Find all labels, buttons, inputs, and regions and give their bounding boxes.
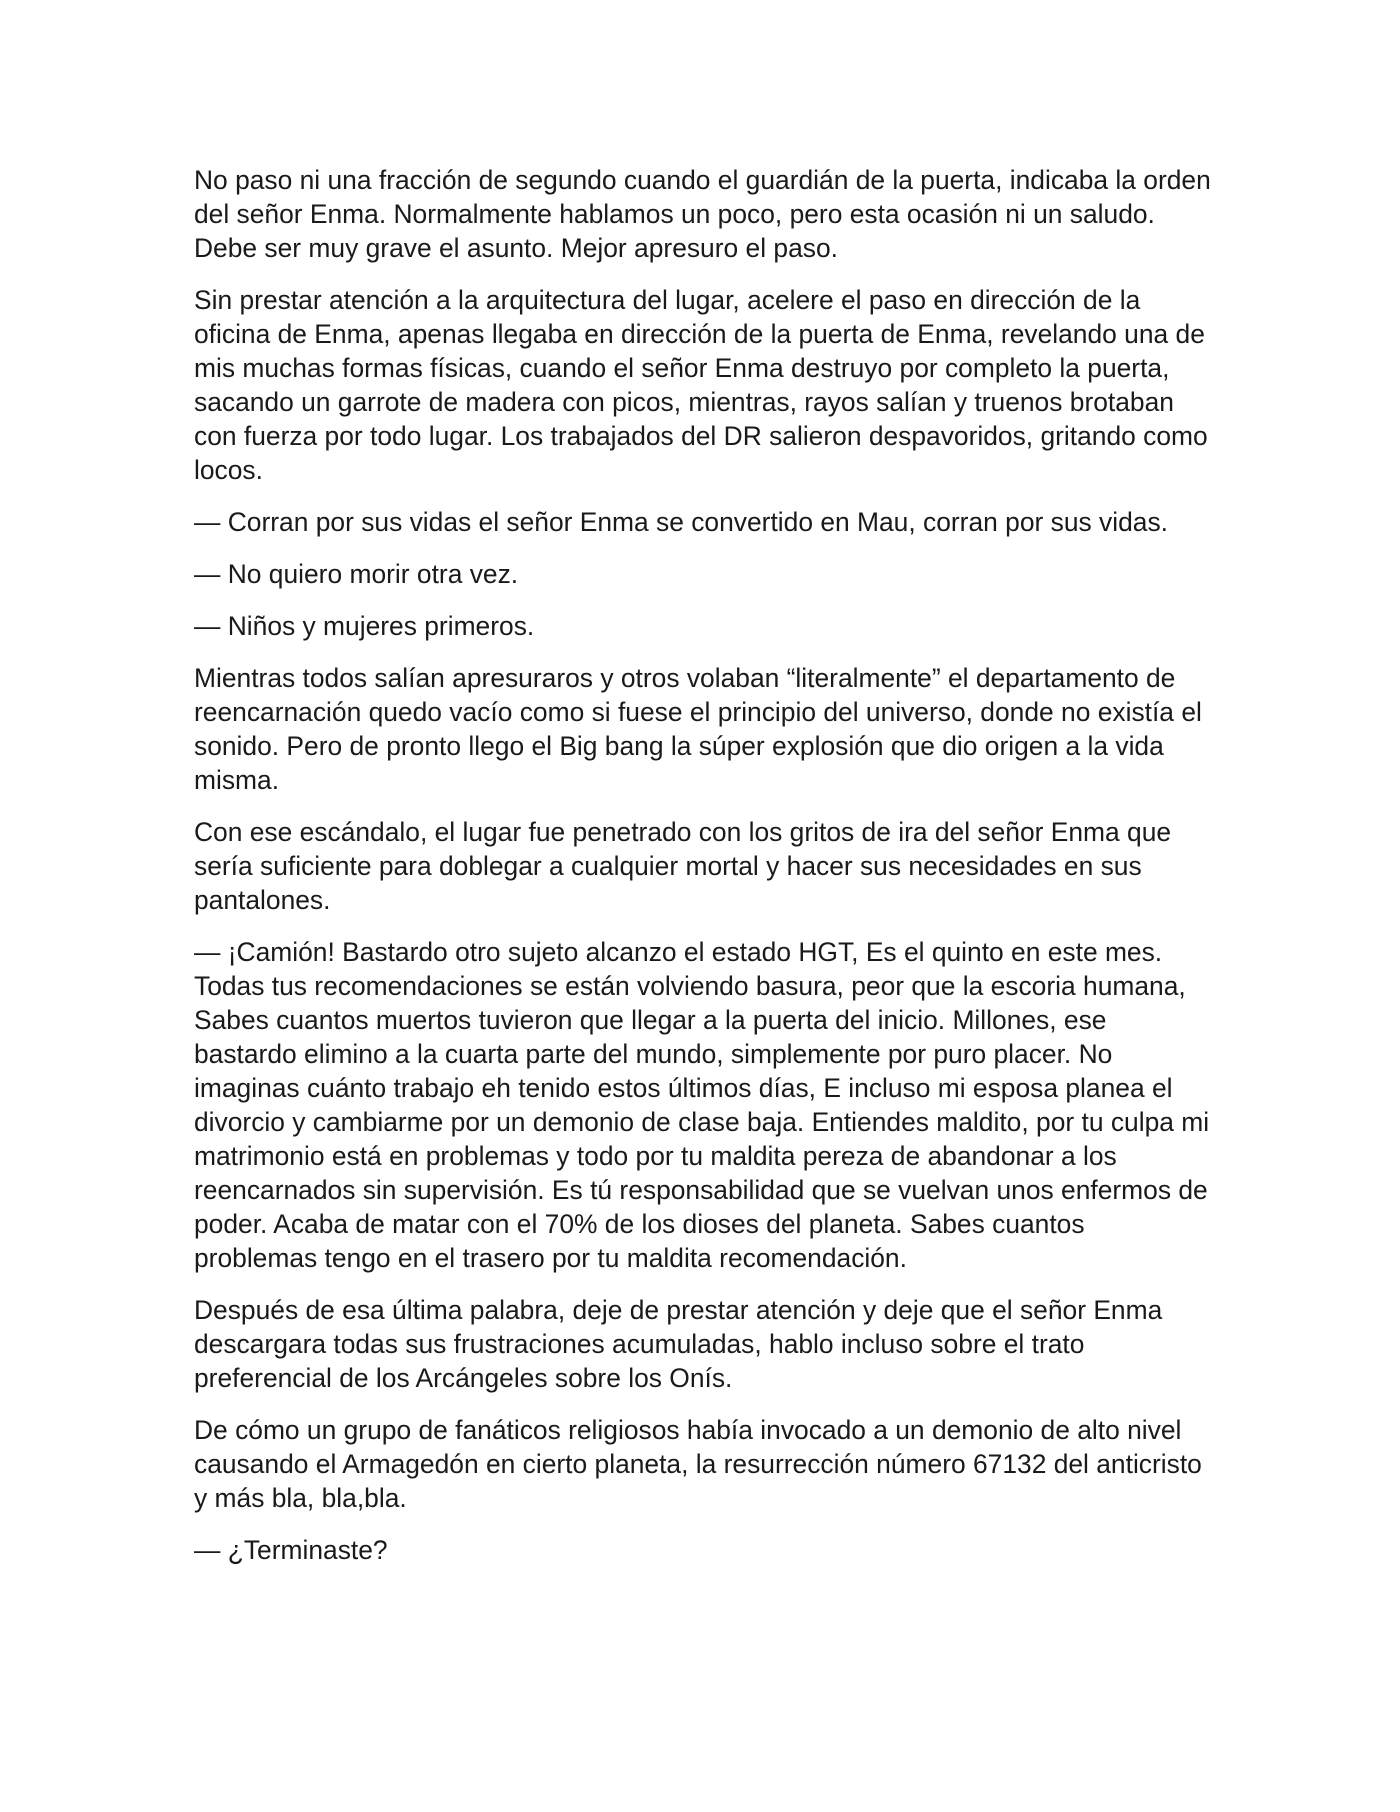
paragraph-5: Después de esa última palabra, deje de prestar atención y deje que el señor Enma descargara todas sus frustraciones acumuladas, hablo incluso sobre el trato preferencial de los Arcángeles sobre los Onís. <box>194 1295 1163 1393</box>
paragraph-4: Con ese escándalo, el lugar fue penetrado con los gritos de ira del señor Enma que sería suficiente para doblegar a cualquier mortal y hacer sus necesidades en sus pantalones. <box>194 817 1172 915</box>
dialogue-line-4: — ¡Camión! Bastardo otro sujeto alcanzo el estado HGT, Es el quinto en este mes. Todas tus recomendaciones se están volviendo basura, peor que la escoria humana, Sabes cuantos muertos tuvieron que llegar a la puerta del inicio. Millones, ese bastardo elimino a la cuarta parte del mundo, simplemente por puro placer. No imaginas cuánto trabajo eh tenido estos últimos días, E incluso mi esposa planea el divorcio y cambiarme por un demonio de clase baja. Entiendes maldito, por tu culpa mi matrimonio está en problemas y todo por tu maldita pereza de abandonar a los reencarnados sin supervisión. Es tú responsabilidad que se vuelvan unos enfermos de poder. Acaba de matar con el 70% de los dioses del planeta. Sabes cuantos problemas tengo en el trasero por tu maldita recomendación. <box>194 937 1210 1273</box>
dialogue-line-2: — No quiero morir otra vez. <box>194 559 519 589</box>
paragraph-1: No paso ni una fracción de segundo cuando el guardián de la puerta, indicaba la orden del señor Enma. Normalmente hablamos un poco, pero esta ocasión ni un saludo. Debe ser muy grave el asunto. Mejor apresuro el paso. <box>194 165 1211 263</box>
dialogue-line-5: — ¿Terminaste? <box>194 1535 388 1565</box>
dialogue-line-1: — Corran por sus vidas el señor Enma se convertido en Mau, corran por sus vidas. <box>194 507 1168 537</box>
paragraph-6: De cómo un grupo de fanáticos religiosos había invocado a un demonio de alto nivel causando el Armagedón en cierto planeta, la resurrección número 67132 del anticristo y más bla, bla,bla. <box>194 1415 1202 1513</box>
paragraph-2: Sin prestar atención a la arquitectura del lugar, acelere el paso en dirección de la oficina de Enma, apenas llegaba en dirección de la puerta de Enma, revelando una de mis muchas formas físicas, cuando el señor Enma destruyo por completo la puerta, sacando un garrote de madera con picos, mientras, rayos salían y truenos brotaban con fuerza por todo lugar. Los trabajados del DR salieron despavoridos, gritando como locos. <box>194 285 1208 485</box>
paragraph-3: Mientras todos salían apresuraros y otros volaban “literalmente” el departamento de reencarnación quedo vacío como si fuese el principio del universo, donde no existía el sonido. Pero de pronto llego el Big bang la súper explosión que dio origen a la vida misma. <box>194 663 1202 795</box>
dialogue-line-3: — Niños y mujeres primeros. <box>194 611 535 641</box>
document-page <box>194 163 1214 1585</box>
